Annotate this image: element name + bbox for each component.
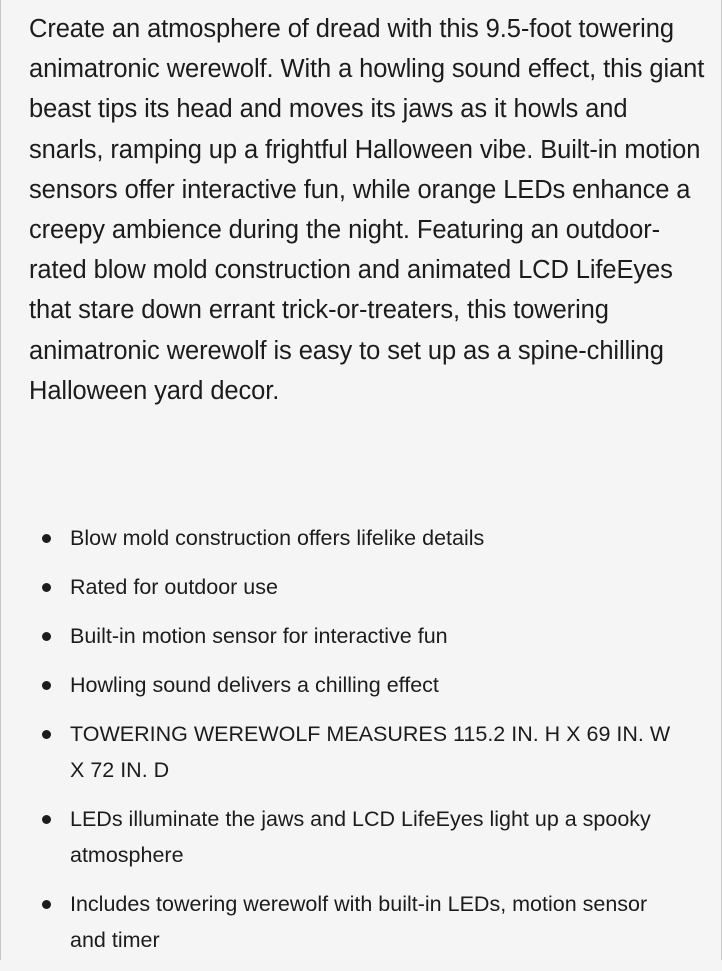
product-description: Create an atmosphere of dread with this 9.5-foot towering animatronic werewolf. With a howling sound effect, this giant beast tips its head and moves its jaws as it howls and snarls, ramping up a frightful Halloween vibe. Built-in motion sensors offer interactive fun, while orange LEDs enhance a creepy ambience during the night. Featuring an outdoor-rated blow mold construction and animated LCD LifeEyes that stare down errant trick-or-treaters, this towering animatronic werewolf is easy to set up as a spine-chilling Halloween yard decor. <box>29 15 705 405</box>
bullet-icon <box>42 583 51 592</box>
feature-list <box>1 520 722 971</box>
feature-item <box>1 886 722 958</box>
feature-text: Howling sound delivers a chilling effect <box>70 673 439 697</box>
feature-item <box>1 569 722 605</box>
feature-item <box>1 716 722 788</box>
feature-item <box>1 667 722 703</box>
feature-text: Rated for outdoor use <box>70 575 278 599</box>
feature-text: Includes towering werewolf with built-in LEDs, motion sensor and timer <box>70 892 648 952</box>
bullet-icon <box>42 815 51 824</box>
feature-item <box>1 520 722 556</box>
feature-text: Built-in motion sensor for interactive fun <box>70 624 448 648</box>
feature-text: TOWERING WEREWOLF MEASURES 115.2 IN. H X 69 IN. W X 72 IN. D <box>70 722 671 782</box>
feature-text: Blow mold construction offers lifelike details <box>70 526 485 550</box>
bullet-icon <box>42 632 51 641</box>
feature-text: LEDs illuminate the jaws and LCD LifeEyes light up a spooky atmosphere <box>70 807 651 867</box>
feature-item <box>1 618 722 654</box>
bullet-icon <box>42 730 51 739</box>
bullet-icon <box>42 900 51 909</box>
bullet-icon <box>42 681 51 690</box>
bullet-icon <box>42 534 51 543</box>
feature-item <box>1 801 722 873</box>
